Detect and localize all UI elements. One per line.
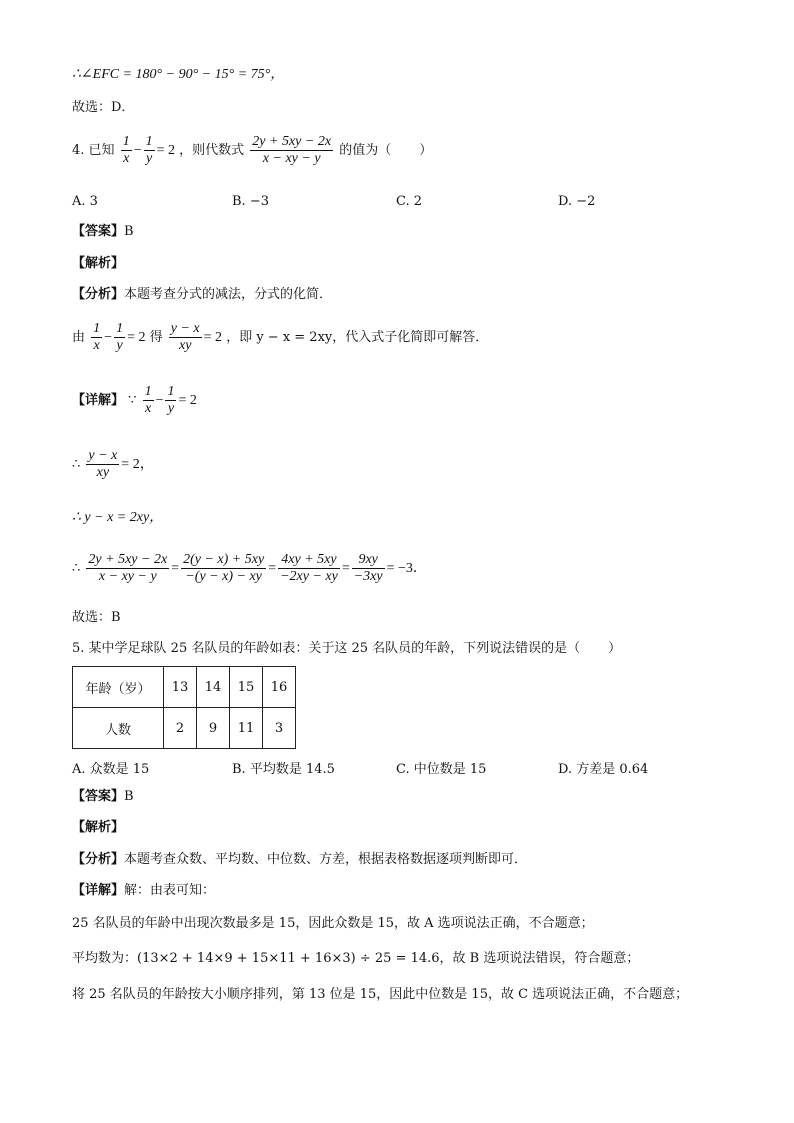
q5-option-d: D. 方差是 0.64 [558,762,649,777]
frac-num: y − x [170,321,200,336]
frac-den: −3xy [353,569,383,584]
answer-value: B [124,789,134,804]
q4-choose-b: 故选：B [72,610,121,625]
close-paren: ） [419,143,433,158]
table-cell: 13 [164,667,197,708]
fraction-expression [250,134,333,167]
fraction-one-over-x [91,321,102,354]
angle-efc-line: ∴∠EFC = 180° − 90° − 15° = 75°， [72,67,285,82]
equals-neg-three: = −3． [386,561,427,576]
table-row [73,708,296,749]
q5-detail-p3: 将 25 名队员的年龄按大小顺序排列，第 13 位是 15，因此中位数是 15，故 C 选项说法正确，不合题意； [72,987,689,1002]
equals-sign: = [341,561,350,576]
frac-num: 2y + 5xy − 2x [88,552,168,567]
answer-tag: 【答案】 [72,224,125,239]
frac-num: y − x [88,448,118,463]
question-5 [72,641,621,657]
answer-value: B [124,224,134,239]
q4-answer [72,224,134,240]
equals-sign: = [268,561,277,576]
therefore-symbol: ∴ [72,457,81,472]
detail-tag: 【详解】 [72,393,125,408]
frac-num: 4xy + 5xy [278,552,340,569]
analysis-text: 本题考查分式的减法，分式的化简． [124,287,333,302]
frac-den: xy [96,465,110,480]
q4-option-c: C. 2 [396,194,423,209]
table-header-age: 年龄（岁） [73,667,164,708]
frac-den: x − xy − y [98,569,157,584]
q5-detail [72,883,215,899]
q4-detail-line-3: ∴ y − x = 2xy， [72,510,164,525]
detail-tag: 【详解】 [72,883,125,898]
q5-detail-p2: 平均数为：(13×2 + 14×9 + 15×11 + 16×3) ÷ 25 = 14.6，故 B 选项说法错误，符合题意； [72,951,640,966]
de-text: 得 [149,330,163,345]
q5-answer [72,789,134,805]
fraction-one-over-y [165,384,176,417]
frac-den: x [93,338,100,353]
q5-analysis [72,852,527,868]
equals-two: = 2， [121,457,154,472]
fraction-one-over-x [143,384,154,417]
frac-den: y [145,151,153,166]
fraction-step-2 [278,552,340,585]
table-cell: 16 [263,667,296,708]
fraction-expression [86,552,169,585]
frac-den: x [144,401,152,416]
q4-option-d: D. −2 [558,194,596,209]
equals-sign: = [171,561,180,576]
frac-num: 1 [145,134,153,149]
q4-detail-line-2 [72,448,154,481]
equals-two: = 2 [203,330,223,345]
close-paren: ） [608,641,622,656]
q5-jiexi-tag: 【解析】 [72,820,125,835]
fraction-y-minus-x-over-xy [169,321,202,354]
fraction-one-over-x [121,134,132,167]
q4-option-a: A. 3 [72,194,98,209]
frac-den: x [123,151,130,166]
table-cell: 15 [230,667,263,708]
q4-prefix: 4. 已知 [72,143,115,158]
analysis-tag: 【分析】 [72,852,125,867]
you-text: 由 [72,330,86,345]
q4-detail-line-1 [72,384,197,417]
q5-option-c: C. 中位数是 15 [396,762,487,777]
table-cell: 3 [263,708,296,749]
equals-two: = 2 [178,393,197,408]
choose-d-line: 故选：D． [72,100,135,115]
answer-tag: 【答案】 [72,789,125,804]
frac-num: 1 [93,321,101,336]
frac-den: x − xy − y [262,151,321,166]
table-row [73,667,296,708]
q5-text: 5. 某中学足球队 25 名队员的年龄如表：关于这 25 名队员的年龄，下列说法错误的是（ [72,641,581,656]
table-header-count: 人数 [73,708,164,749]
analysis-tag: 【分析】 [72,287,125,302]
q4-suffix: 的值为（ [339,143,392,158]
q4-jiexi-tag: 【解析】 [72,256,125,271]
q4-mid: ，则代数式 [179,143,245,158]
q4-analysis-line-2 [72,321,488,354]
q5-option-a: A. 众数是 15 [72,762,150,777]
analysis-line-2-end: ，即 y − x = 2xy，代入式子化简即可解答． [226,330,489,345]
frac-den: y [167,401,175,416]
equals-two: = 2 [156,143,175,158]
table-cell: 2 [164,708,197,749]
therefore-symbol: ∴ [72,561,81,576]
frac-den: y [116,338,123,353]
fraction-one-over-y [114,321,125,354]
frac-den: −(y − x) − xy [185,569,262,584]
q4-analysis [72,287,332,303]
analysis-text: 本题考查众数、平均数、中位数、方差，根据表格数据逐项判断即可． [124,852,528,867]
table-cell: 11 [230,708,263,749]
table-cell: 14 [197,667,230,708]
fraction-one-over-y [144,134,155,167]
q4-option-b: B. −3 [232,194,269,209]
fraction-step-3 [352,552,385,585]
minus-sign: − [155,393,164,408]
frac-num: 1 [144,384,152,399]
minus-sign: − [104,330,113,345]
detail-text: 解：由表可知： [124,883,216,898]
q4-detail-line-4 [72,552,427,585]
because-symbol: ∵ [128,393,137,408]
frac-den: −2xy − xy [280,569,338,584]
frac-num: 1 [167,384,175,399]
age-table [72,666,296,749]
equals-two: = 2 [127,330,146,345]
frac-den: xy [178,338,192,353]
table-cell: 9 [197,708,230,749]
question-4 [72,134,432,167]
frac-num: 1 [122,134,130,149]
frac-num: 2y + 5xy − 2x [252,134,332,149]
frac-num: 1 [116,321,124,336]
frac-num: 2(y − x) + 5xy [183,552,265,567]
minus-sign: − [133,143,142,158]
fraction-step-1 [181,552,266,585]
fraction-y-minus-x-over-xy [86,448,119,481]
q5-option-b: B. 平均数是 14.5 [232,762,335,777]
q5-detail-p1: 25 名队员的年龄中出现次数最多是 15，因此众数是 15，故 A 选项说法正确，不合题意； [72,916,594,931]
frac-num: 9xy [352,552,385,569]
